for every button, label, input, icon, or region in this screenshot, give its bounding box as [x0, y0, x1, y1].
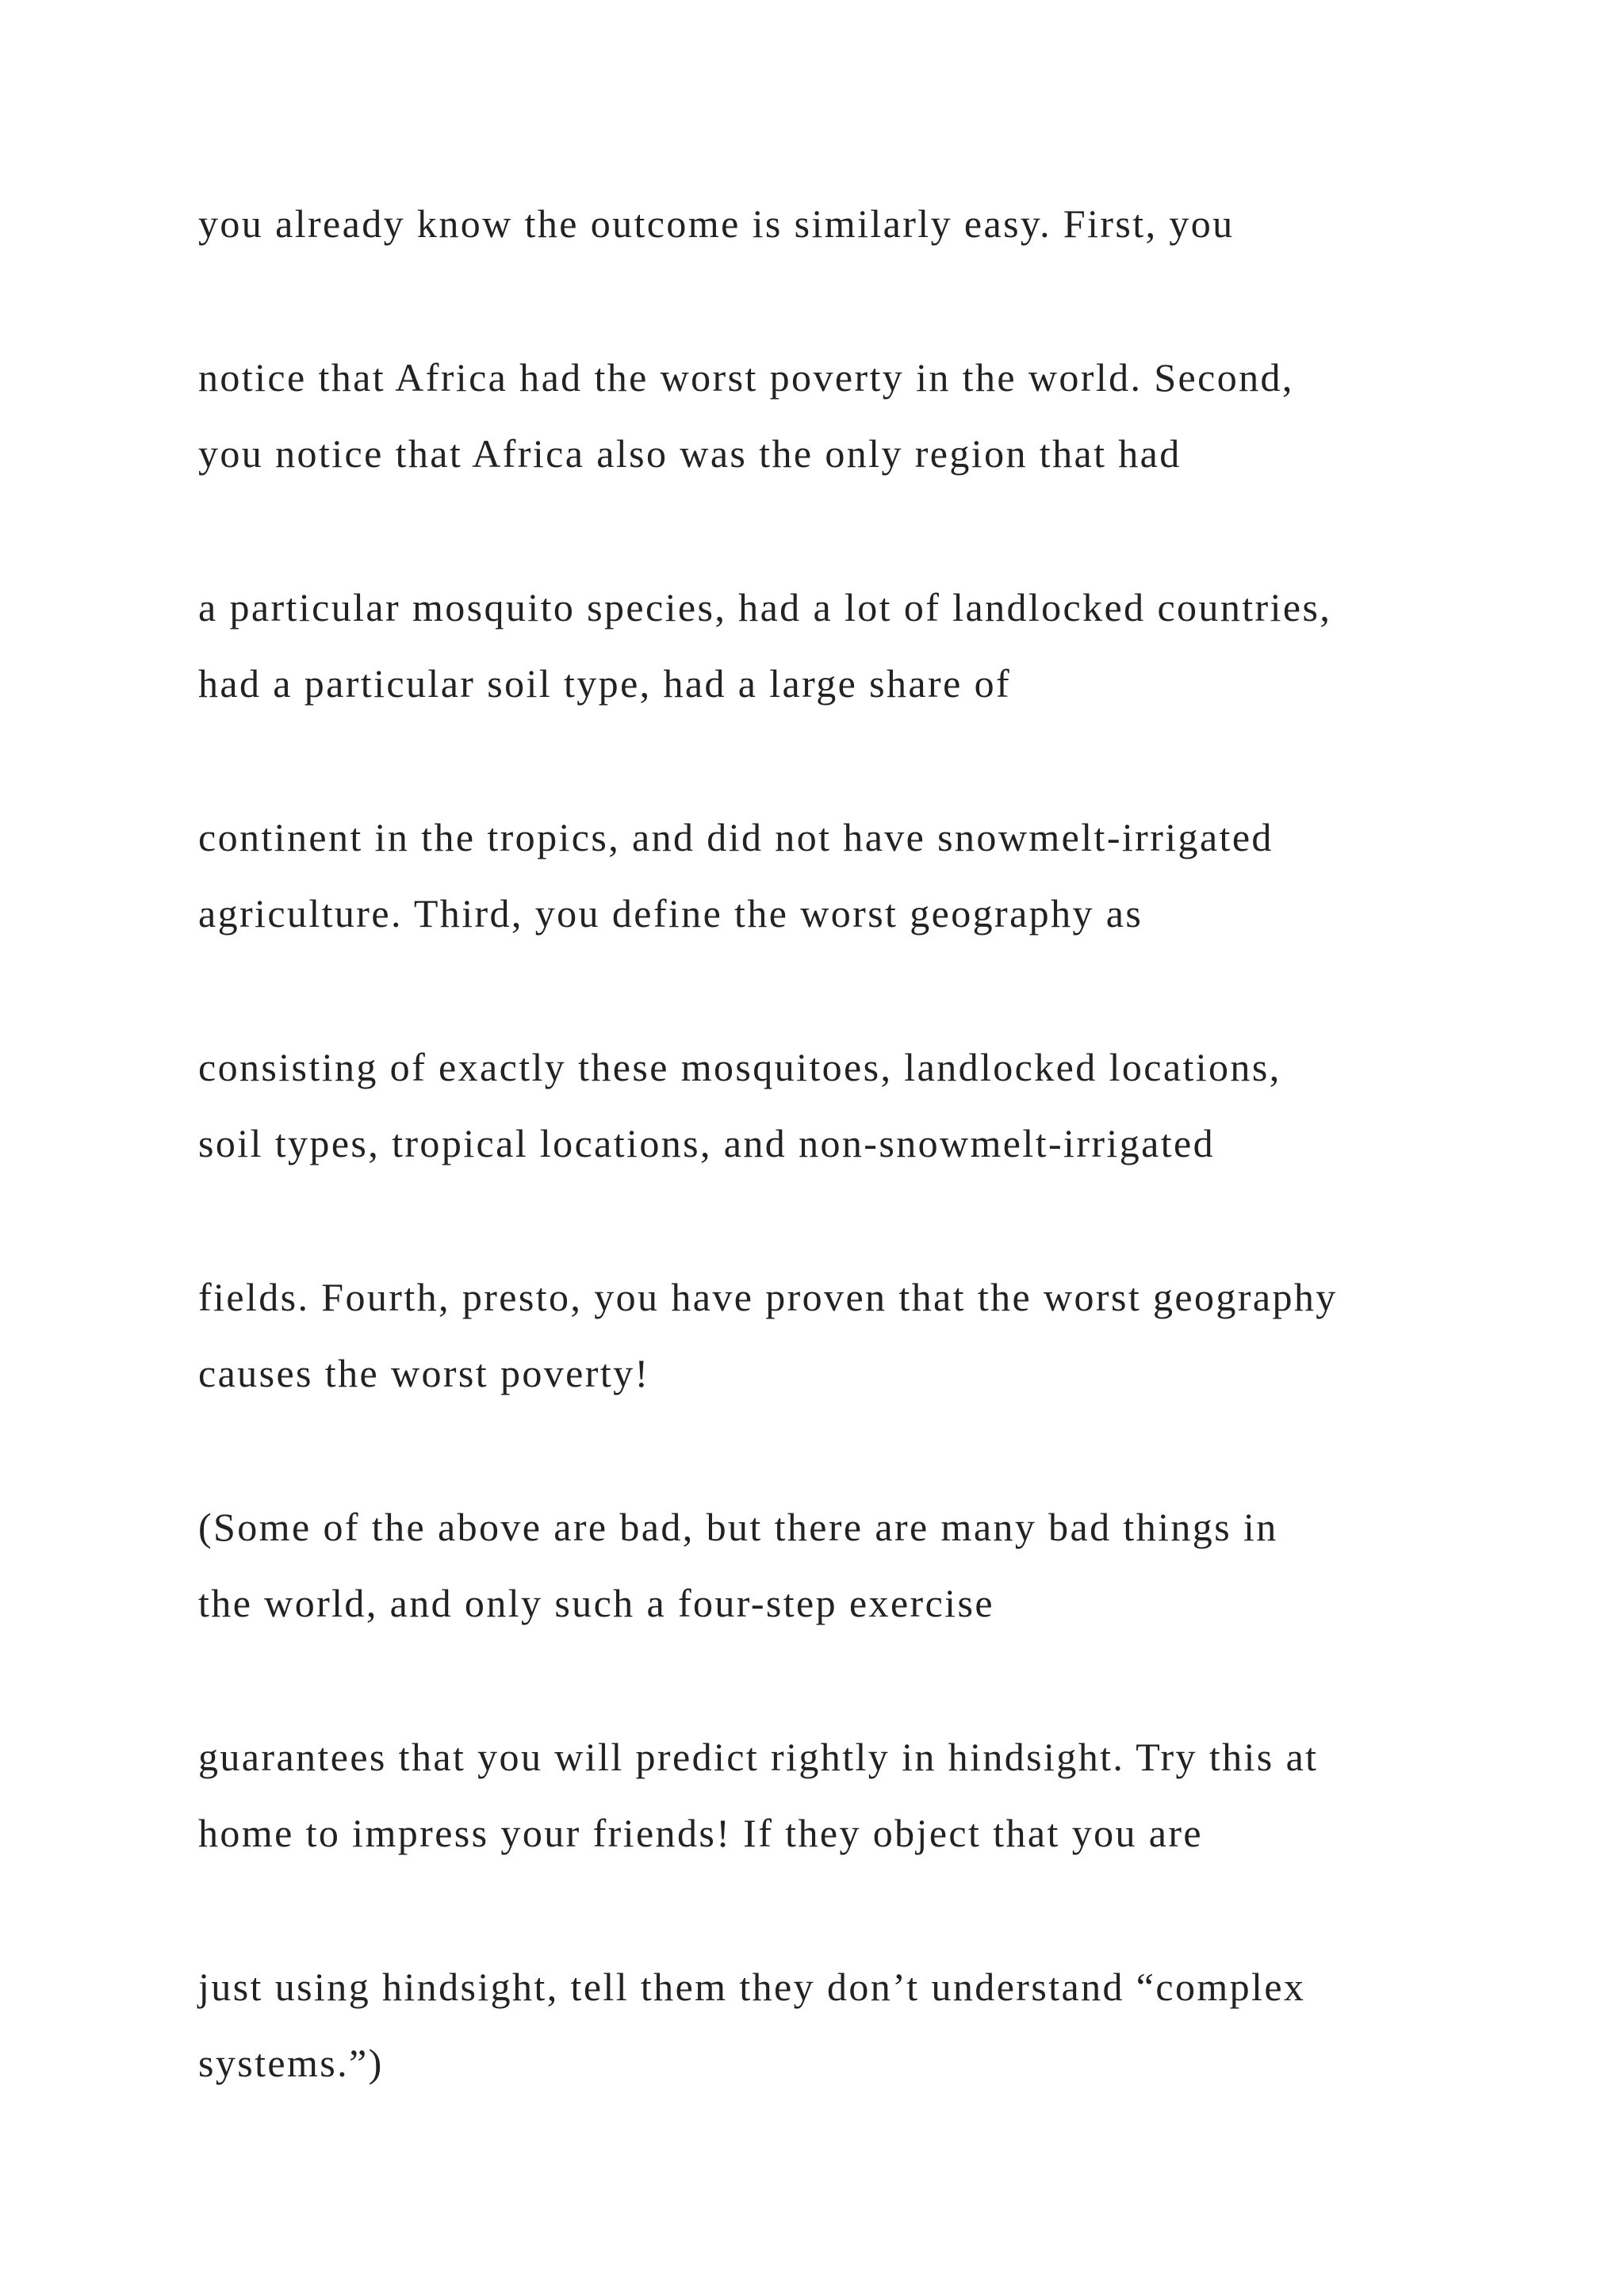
text-line-2: notice that Africa had the worst poverty in the world. Second,	[198, 355, 1294, 400]
text-line-4: a particular mosquito species, had a lot of landlocked countries,	[198, 585, 1332, 629]
text-line-5: had a particular soil type, had a large share of	[198, 661, 1012, 706]
text-line-15: home to impress your friends! If they object that you are	[198, 1811, 1204, 1855]
text-line-6: continent in the tropics, and did not have snowmelt-irrigated	[198, 815, 1274, 859]
text-line-11: causes the worst poverty!	[198, 1351, 650, 1395]
text-line-12: (Some of the above are bad, but there are many bad things in	[198, 1505, 1278, 1549]
text-line-3: you notice that Africa also was the only region that had	[198, 431, 1182, 476]
text-line-8: consisting of exactly these mosquitoes, landlocked locations,	[198, 1045, 1281, 1089]
text-line-1: you already know the outcome is similarly easy. First, you	[198, 201, 1235, 246]
text-line-17: systems.”)	[198, 2041, 384, 2085]
text-line-16: just using hindsight, tell them they don’t understand “complex	[198, 1965, 1306, 2009]
text-line-7: agriculture. Third, you define the worst geography as	[198, 891, 1143, 936]
text-line-14: guarantees that you will predict rightly in hindsight. Try this at	[198, 1735, 1319, 1779]
text-line-10: fields. Fourth, presto, you have proven that the worst geography	[198, 1275, 1338, 1319]
text-line-9: soil types, tropical locations, and non-snowmelt-irrigated	[198, 1121, 1215, 1165]
text-line-13: the world, and only such a four-step exercise	[198, 1581, 994, 1625]
